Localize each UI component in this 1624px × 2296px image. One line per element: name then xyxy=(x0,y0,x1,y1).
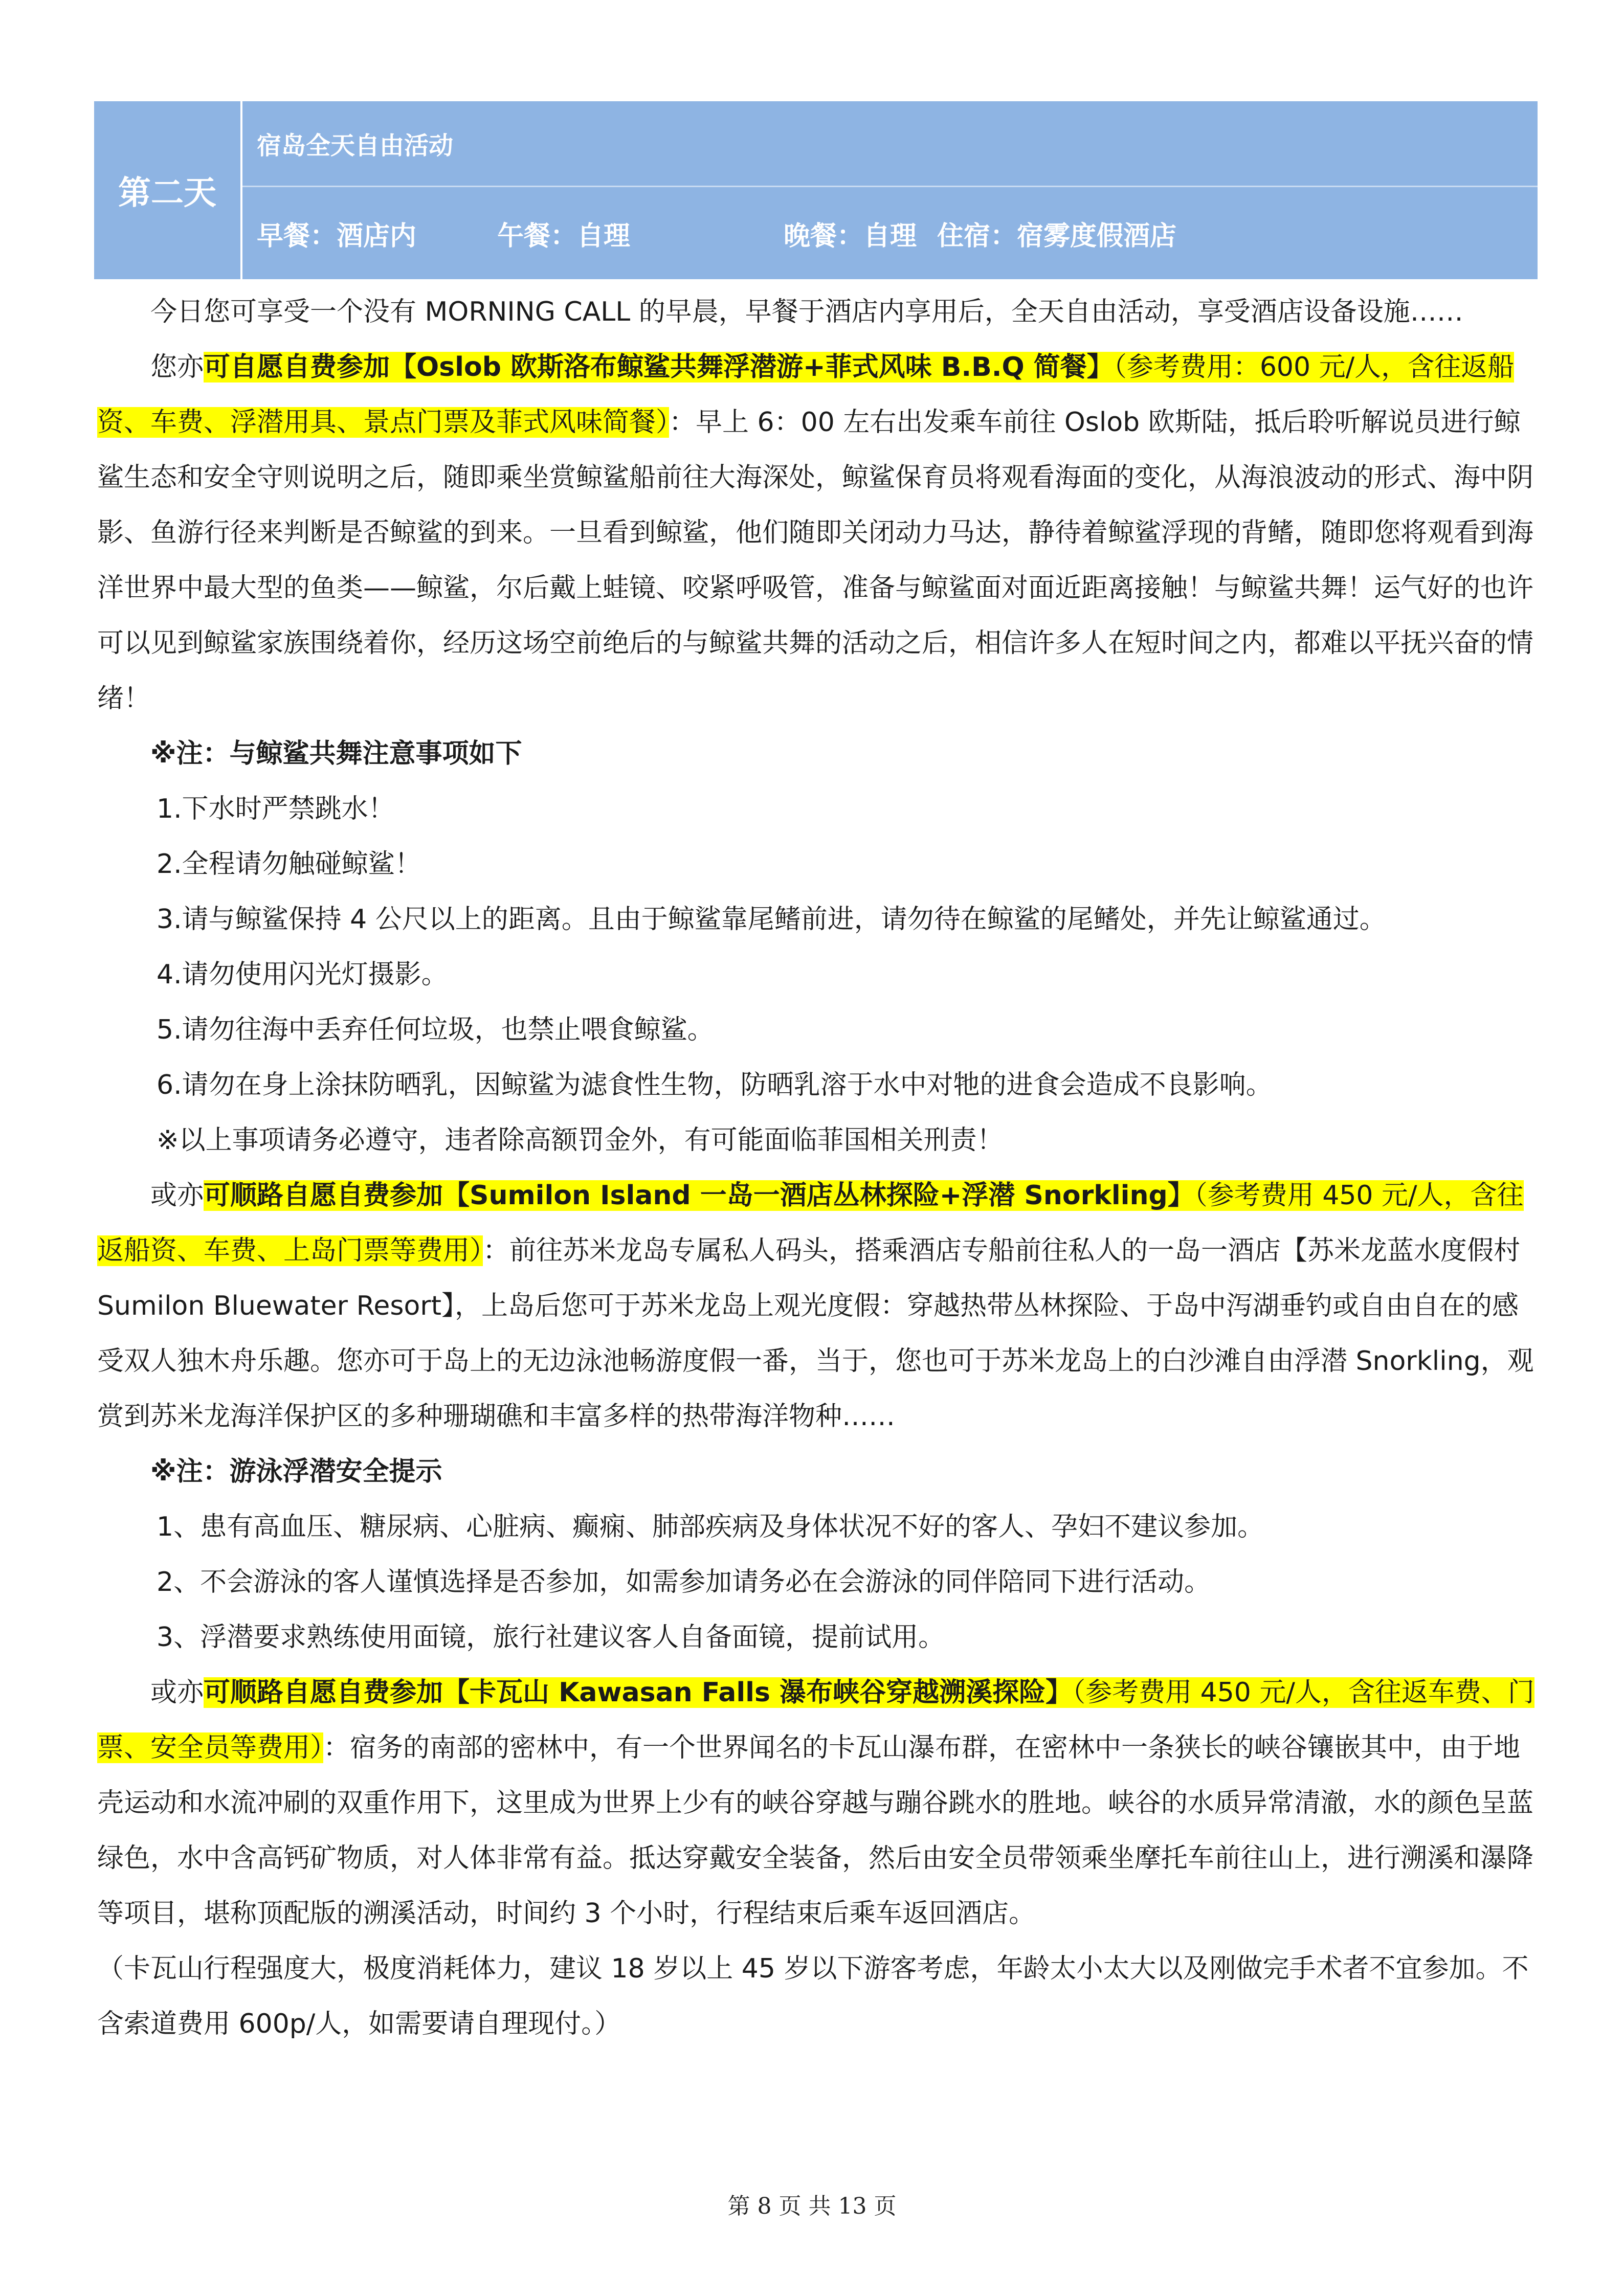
page-footer: 第 8 页 共 13 页 xyxy=(727,2193,897,2219)
whale-warning: ※以上事项请务必遵守，违者除高额罚金外，有可能面临菲国相关刑责！ xyxy=(157,1125,1004,1156)
list-item: 6.请勿在身上涂抹防晒乳，因鲸鲨为滤食性生物，防晒乳溶于水中对牠的进食会造成不良影响。 xyxy=(157,1070,1273,1100)
lunch-info: 午餐：自理 xyxy=(497,220,631,252)
list-item: 5.请勿往海中丢弃任何垃圾，也禁止喂食鲸鲨。 xyxy=(157,1015,714,1045)
sumilon-text: ：前往苏米龙岛专属私人码头，搭乘酒店专船前往私人的一岛一酒店【苏米龙蓝水度假村 Sumilon Bluewater Resort】，上岛后您可于苏米龙岛上观光度假：穿越热带丛林探险、于岛中泻湖垂钓或自由自在的感受双人独木舟乐趣。您亦可于岛上的无边泳池畅游度假一番，当于，您也可于苏米龙岛上的白沙滩自由浮潜 Snorkling，观赏到苏米龙海洋保护区的多种珊瑚礁和丰富多样的热带海洋物种…… xyxy=(97,1235,1534,1432)
list-item: 1、患有高血压、糖尿病、心脏病、癫痫、肺部疾病及身体状况不好的客人、孕妇不建议参加。 xyxy=(157,1512,1264,1542)
breakfast-info: 早餐：酒店内 xyxy=(257,220,417,252)
list-item: 4.请勿使用闪光灯摄影。 xyxy=(157,959,448,990)
oslob-lead: 您亦 xyxy=(150,352,204,382)
day-label: 第二天 xyxy=(94,101,242,279)
list-item: 1.下水时严禁跳水！ xyxy=(157,794,395,824)
list-item: 2.全程请勿触碰鲸鲨！ xyxy=(157,849,421,880)
kawasan-fee: （参考费用 450 元/人，含往返车费、门票、安全员等费用） xyxy=(97,1677,1534,1763)
whale-notes-heading: ※注：与鲸鲨共舞注意事项如下 xyxy=(150,738,522,769)
sumilon-paragraph xyxy=(97,1168,1534,1444)
kawasan-note: （卡瓦山行程强度大，极度消耗体力，建议 18 岁以上 45 岁以下游客考虑，年龄太小太大以及刚做完手术者不宜参加。不含索道费用 600p/人，如需要请自理现付。） xyxy=(97,1953,1529,2039)
intro-paragraph: 今日您可享受一个没有 MORNING CALL 的早晨，早餐于酒店内享用后，全天自由活动，享受酒店设备设施…… xyxy=(150,297,1463,327)
list-item: 3.请与鲸鲨保持 4 公尺以上的距离。且由于鲸鲨靠尾鳍前进，请勿待在鲸鲨的尾鳍处，并先让鲸鲨通过。 xyxy=(157,904,1386,935)
oslob-fee: （参考费用：600 元/人，含往返船资、车费、浮潜用具、景点门票及菲式风味简餐） xyxy=(97,352,1515,438)
oslob-paragraph xyxy=(97,340,1534,726)
kawasan-text: ：宿务的南部的密林中，有一个世界闻名的卡瓦山瀑布群，在密林中一条狭长的峡谷镶嵌其中，由于地壳运动和水流冲刷的双重作用下，这里成为世界上少有的峡谷穿越与蹦谷跳水的胜地。峡谷的水质异常清澈，水的颜色呈蓝绿色，水中含高钙矿物质，对人体非常有益。抵达穿戴安全装备，然后由安全员带领乘坐摩托车前往山上，进行溯溪和瀑降等项目，堪称顶配版的溯溪活动，时间约 3 个小时，行程结束后乘车返回酒店。 xyxy=(97,1732,1534,1929)
itinerary-body xyxy=(97,284,1534,2052)
oslob-text: ：早上 6：00 左右出发乘车前往 Oslob 欧斯陆，抵后聆听解说员进行鲸鲨生态和安全守则说明之后，随即乘坐赏鲸鲨船前往大海深处，鲸鲨保育员将观看海面的变化，从海浪波动的形式、海中阴影、鱼游行径来判断是否鲸鲨的到来。一旦看到鲸鲨，他们随即关闭动力马达，静待着鲸鲨浮现的背鳍，随即您将观看到海洋世界中最大型的鱼类——鲸鲨，尔后戴上蛙镜、咬紧呼吸管，准备与鲸鲨面对面近距离接触！与鲸鲨共舞！运气好的也许可以见到鲸鲨家族围绕着你，经历这场空前绝后的与鲸鲨共舞的活动之后，相信许多人在短时间之内，都难以平抚兴奋的情绪！ xyxy=(97,407,1534,714)
kawasan-paragraph xyxy=(97,1665,1534,1941)
dinner-info: 晚餐：自理 xyxy=(784,220,917,252)
kawasan-title: 可顺路自愿自费参加【卡瓦山 Kawasan Falls 瀑布峡谷穿越溯溪探险】 xyxy=(204,1677,1073,1708)
oslob-title: 可自愿自费参加【Oslob 欧斯洛布鲸鲨共舞浮潜游+菲式风味 B.B.Q 简餐】 xyxy=(204,352,1114,382)
sumilon-lead: 或亦 xyxy=(150,1180,204,1211)
lodging-info: 住宿：宿雾度假酒店 xyxy=(937,220,1177,252)
meal-row xyxy=(242,187,1538,279)
sumilon-title: 可顺路自愿自费参加【Sumilon Island 一岛一酒店丛林探险+浮潜 Snorkling】 xyxy=(204,1180,1194,1211)
day-header xyxy=(94,101,1538,279)
swim-notes-heading: ※注：游泳浮潜安全提示 xyxy=(150,1456,442,1487)
sumilon-fee: （参考费用 450 元/人，含往返船资、车费、上岛门票等费用） xyxy=(97,1180,1524,1266)
list-item: 2、不会游泳的客人谨慎选择是否参加，如需参加请务必在会游泳的同伴陪同下进行活动。 xyxy=(157,1567,1211,1597)
list-item: 3、浮潜要求熟练使用面镜，旅行社建议客人自备面镜，提前试用。 xyxy=(157,1622,945,1653)
kawasan-lead: 或亦 xyxy=(150,1677,204,1708)
day-title: 宿岛全天自由活动 xyxy=(242,101,1538,187)
